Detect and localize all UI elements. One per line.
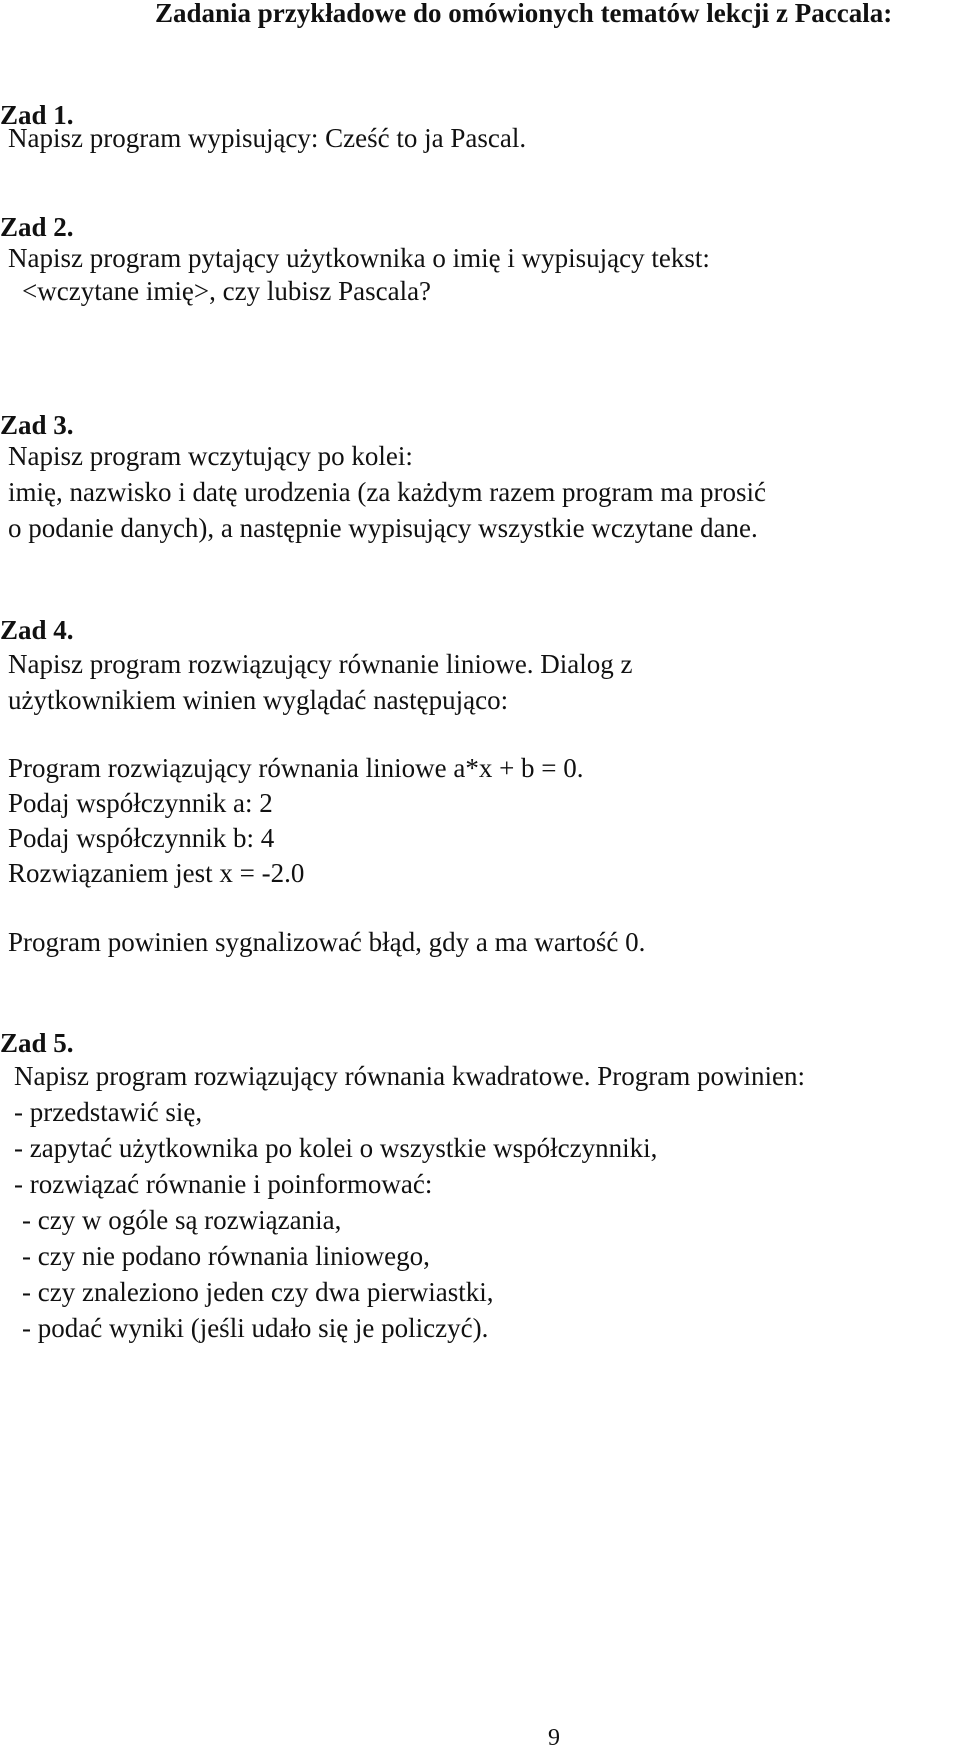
task-2-line: Napisz program pytający użytkownika o imię i wypisujący tekst: xyxy=(8,243,710,273)
task-5-heading: Zad 5. xyxy=(0,1028,74,1058)
task-4-line: Napisz program rozwiązujący równanie liniowe. Dialog z xyxy=(8,649,633,679)
task-3-heading: Zad 3. xyxy=(0,410,74,440)
task-4-heading: Zad 4. xyxy=(0,615,74,645)
dialog-line: Podaj współczynnik b: 4 xyxy=(8,823,275,853)
task-5-line: - podać wyniki (jeśli udało się je policzyć). xyxy=(22,1313,489,1343)
task-5-line: - czy nie podano równania liniowego, xyxy=(22,1241,430,1271)
page-title: Zadania przykładowe do omówionych tematów lekcji z Paccala: xyxy=(155,0,893,28)
task-4-note: Program powinien sygnalizować błąd, gdy a ma wartość 0. xyxy=(8,927,646,957)
task-5-line: - przedstawić się, xyxy=(14,1097,203,1127)
task-3-line: Napisz program wczytujący po kolei: xyxy=(8,441,413,471)
task-5-line: - zapytać użytkownika po kolei o wszystkie współczynniki, xyxy=(14,1133,658,1163)
dialog-line: Rozwiązaniem jest x = -2.0 xyxy=(8,858,305,888)
task-3-line: imię, nazwisko i datę urodzenia (za każdym razem program ma prosić xyxy=(8,477,766,507)
task-3-line: o podanie danych), a następnie wypisujący wszystkie wczytane dane. xyxy=(8,513,758,543)
task-2-line: <wczytane imię>, czy lubisz Pascala? xyxy=(22,276,432,306)
page-number: 9 xyxy=(548,1725,560,1751)
dialog-line: Podaj współczynnik a: 2 xyxy=(8,788,273,818)
dialog-line: Program rozwiązujący równania liniowe a*x + b = 0. xyxy=(8,753,584,783)
task-5-line: - czy w ogóle są rozwiązania, xyxy=(22,1205,342,1235)
task-1-line: Napisz program wypisujący: Cześć to ja Pascal. xyxy=(8,123,527,153)
task-4-line: użytkownikiem winien wyglądać następująco: xyxy=(8,685,509,715)
task-2-heading: Zad 2. xyxy=(0,212,74,242)
task-1-heading: Zad 1. xyxy=(0,100,74,130)
task-5-line: Napisz program rozwiązujący równania kwadratowe. Program powinien: xyxy=(14,1061,805,1091)
task-5-line: - rozwiązać równanie i poinformować: xyxy=(14,1169,433,1199)
task-5-line: - czy znaleziono jeden czy dwa pierwiastki, xyxy=(22,1277,494,1307)
